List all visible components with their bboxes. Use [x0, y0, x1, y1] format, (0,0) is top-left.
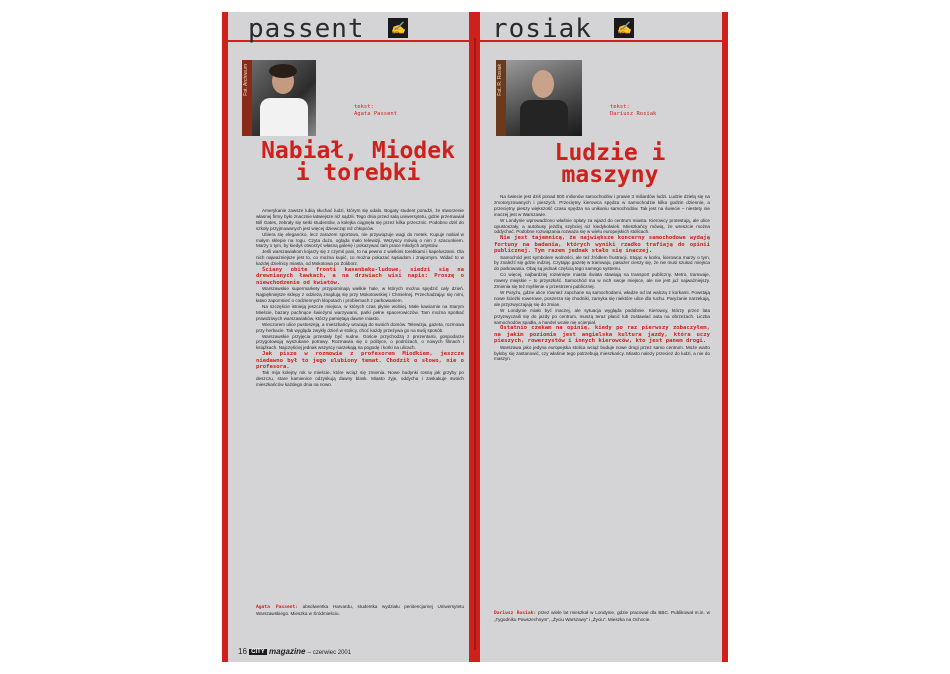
- section-title: passent: [248, 14, 365, 44]
- rosiak-column: [480, 12, 722, 662]
- paragraph: Na świecie jest dziś ponad 500 milionów samochodów i prawie 3 miliardów ludzi. Ludzie dzielą się na zmotoryzowanych i pieszych. Przeciętny kierowca spędza w samochodzie kilka godzin dziennie, a przeciętny pieszy większość czasu spędza na unikaniu samochodów. Tak jest na świecie – niestety nie inaczej jest w Warszawie.: [494, 194, 710, 217]
- photo-strip: [496, 60, 506, 136]
- paragraph: Na szczęście istnieją jeszcze miejsca, w których czas płynie wolniej. Małe kawiarnie na Starym Mieście, bazary pachnące świeżymi warzywami, parki pełne spacerowiczów. Tam można spotkać prawdziwych warszawiaków, którzy pamiętają dawne miasto.: [256, 304, 464, 321]
- pen-icon: ✍: [614, 18, 634, 38]
- author-photo: [506, 60, 582, 136]
- author-note-text: przez wiele lat mieszkał w Londynie, gdzie pracował dla BBC. Publikował m.in. w „Tygodniku Powszechnym”, „Życiu Warszawy” i „Życiu”. Mieszka na Ochocie.: [494, 610, 710, 622]
- author-shirt: [260, 98, 308, 136]
- article-title: Ludzie i maszyny: [554, 140, 666, 188]
- pull-quote: Jak pisze w rozmowie z profesorem Miodkiem, jeszcze niedawno był to jego ulubiony temat. Chodził o słowo, nie o profesora.: [256, 351, 464, 371]
- paragraph: Tak mija kolejny rok w mieście, które wciąż się zmienia. Nowe budynki rosną jak grzyby po deszczu, stare kamienice odzyskują dawny blask. Miasto żyje, oddycha i zaskakuje swoich mieszkańców każdego dnia na nowo.: [256, 370, 464, 388]
- paragraph: Amerykanie zawsze lubią słuchać ludzi, którym się udało. Bogaty student poradzi, że stworzenie własnej firmy było znacznie łatwiejsze niż sądził. Tego dnia przed salą uniwersytetu, gdzie przemawiał Bill Gates, zebrały się setki studentów, a kolejka ciągnęła się przez kilka przecznic. Podobno dziś do szkoły przyjmowanych jest więcej dziewcząt niż chłopców.: [256, 208, 464, 231]
- paragraph: Ubiera się elegancko, lecz zarazem sportowo, nie przywiązuje wagi do metek. Kupuje nabiał w małym sklepie na rogu. Czyta dużo, ogląda mało telewizji. Wszyscy mówią o nim z szacunkiem. Marzy o tym, by kiedyś otworzyć własną galerię i pokazywać tam prace młodych artystów.: [256, 231, 464, 249]
- pen-icon: ✍: [388, 18, 408, 38]
- paragraph: Co więcej, najbardziej rozwinięte miasta świata stawiają na transport publiczny. Metro, tramwaje, rowery miejskie – to przyszłość. Samochód ma w nich swoje miejsce, ale nie jest już najważniejszy. Zmienia się też myślenie o przestrzeni publicznej.: [494, 272, 710, 290]
- author-note-name: Agata Passent:: [256, 605, 299, 610]
- author-hair: [269, 64, 297, 78]
- byline: [354, 104, 397, 118]
- photo-caption: Fot. R. Rosiak: [497, 64, 503, 96]
- paragraph: Wieczorem ulice pustoszeją, a mieszkańcy wracają do swoich domów. Telewizja, gazeta, rozmowa przy herbacie. Tak wygląda zwykły dzień w stolicy, choć każdy przeżywa go na swój sposób.: [256, 321, 464, 333]
- author-note-name: Dariusz Rosiak:: [494, 611, 537, 616]
- issue-date: – czerwiec 2001: [307, 650, 352, 656]
- section-title: rosiak: [492, 14, 592, 44]
- byline-author: Agata Passent: [354, 111, 398, 117]
- page-number: 16: [238, 647, 247, 656]
- paragraph: Jeśli warszawiakom kojarzy się z czymś pani, to na pewno z wielkimi torebkami i kapeluszami. Dla nich najważniejsze jest to, co można kupić, co można pokazać sąsiadom i znajomym. Widać to w każdej dzielnicy miasta, od Mokotowa po Żoliborz.: [256, 249, 464, 267]
- city-logo: CITY: [251, 649, 265, 655]
- paragraph: W Paryżu, gdzie ulice również zapchane są samochodami, władze od lat walczą z korkami. Powstają nowe ścieżki rowerowe, poszerza się chodniki, zamyka się niektóre ulice dla ruchu. Paryżanie narzekają, ale przyzwyczajają się do zmian.: [494, 290, 710, 307]
- pull-quote: Ostatnio czekam na opinię, kiedy po raz pierwszy zobaczyłem, na jakim poziomie jest angielska kultura jazdy, która uczy pieszych, rowerzystów i innych kierowców, kto jest panem drogi.: [494, 325, 710, 345]
- pull-quote: Nie jest tajemnicą, że największe koncerny samochodowe wydają fortuny na badania, których wyniki rzadko trafiają do opinii publicznej. Tym razem jednak stało się inaczej.: [494, 235, 710, 255]
- magazine-name: magazine: [269, 647, 306, 656]
- photo-caption: Fot. Archiwum: [243, 64, 249, 96]
- photo-strip: [242, 60, 252, 136]
- byline: [610, 104, 656, 118]
- author-note: [256, 604, 464, 628]
- paragraph: Samochód jest symbolem wolności, ale też źródłem frustracji. Stojąc w korku, kierowca marzy o tym, by znaleźć się gdzie indziej. Czytając gazetę w tramwaju, pasażer cieszy się, że nie musi szukać miejsca do parkowania. Obaj są jednak częścią tego samego systemu.: [494, 254, 710, 272]
- paragraph: W Londynie wprowadzono właśnie opłaty za wjazd do centrum miasta. Kierowcy protestują, ale ulice opustoszały, a autobusy jeżdżą szybciej niż kiedykolwiek. Mieszkańcy mówią, że wreszcie można oddychać. Podobne rozwiązania rozważa się w wielu europejskich stolicach.: [494, 217, 710, 235]
- page-footer: [238, 647, 351, 656]
- section-header-rosiak: [480, 16, 722, 42]
- paragraph: Warszawskie supermarkety przypominają wielkie hale, w których można spędzić cały dzień. Najpiękniejsze sklepy z odzieżą znajdują się przy Mokotowskiej i Chmielnej. Przechadzając się nimi, łatwo zapomnieć o codziennych kłopotach i problemach z parkowaniem.: [256, 286, 464, 304]
- paragraph: Warszawa jako jedyna europejska stolica wciąż buduje nowe drogi przez samo centrum. Może warto byłoby się zastanowić, czy właśnie tego potrzebują mieszkańcy. Miasto należy przecież do ludzi, a nie do maszyn.: [494, 344, 710, 362]
- author-face: [532, 70, 554, 98]
- paragraph: W Londynie miało być inaczej, ale sytuacja wygląda podobnie. Kierowcy, którzy przez lata przyzwyczaili się do jazdy po centrum, muszą teraz płacić lub zostawiać auta na obrzeżach. Liczba samochodów spadła, a handel wcale nie ucierpiał.: [494, 307, 710, 325]
- pull-quote: Ściany obite fronti kasenbaku-ludowe, siedzi się na drewnianych ławkach, a na drzwiach wisi napis: Proszę o niewchodzenie od kwiatów.: [256, 267, 464, 286]
- article-title: Nabiał, Miodek i torebki: [261, 138, 455, 186]
- author-photo: [252, 60, 316, 136]
- column-divider-shadow: [474, 38, 476, 650]
- article-body: [256, 208, 464, 600]
- magazine-page: [222, 12, 728, 662]
- section-header-passent: [228, 16, 469, 42]
- right-red-border: [722, 12, 728, 662]
- byline-label: tekst:: [354, 104, 374, 110]
- author-note: [494, 610, 710, 634]
- author-note-text: absolwentka Harvardu, studentka wydziału penitencjarnej Uniwersytetu Warszawskiego. Mieszka w Śródmieściu.: [256, 604, 464, 616]
- byline-author: Dariusz Rosiak: [610, 111, 657, 117]
- byline-label: tekst:: [610, 104, 630, 110]
- paragraph: Warszawskie przyjęcia przestały być nudne. Goście przychodzą z prezentami, gospodarze przygotowują wyszukane potrawy. Rozmawia się o polityce, o podróżach, o nowych filmach i książkach. Najczęściej jednak wszyscy narzekają na pogodę i korki na ulicach.: [256, 333, 464, 351]
- author-jacket: [520, 100, 568, 136]
- passent-column: [228, 12, 469, 662]
- article-body: [494, 194, 710, 600]
